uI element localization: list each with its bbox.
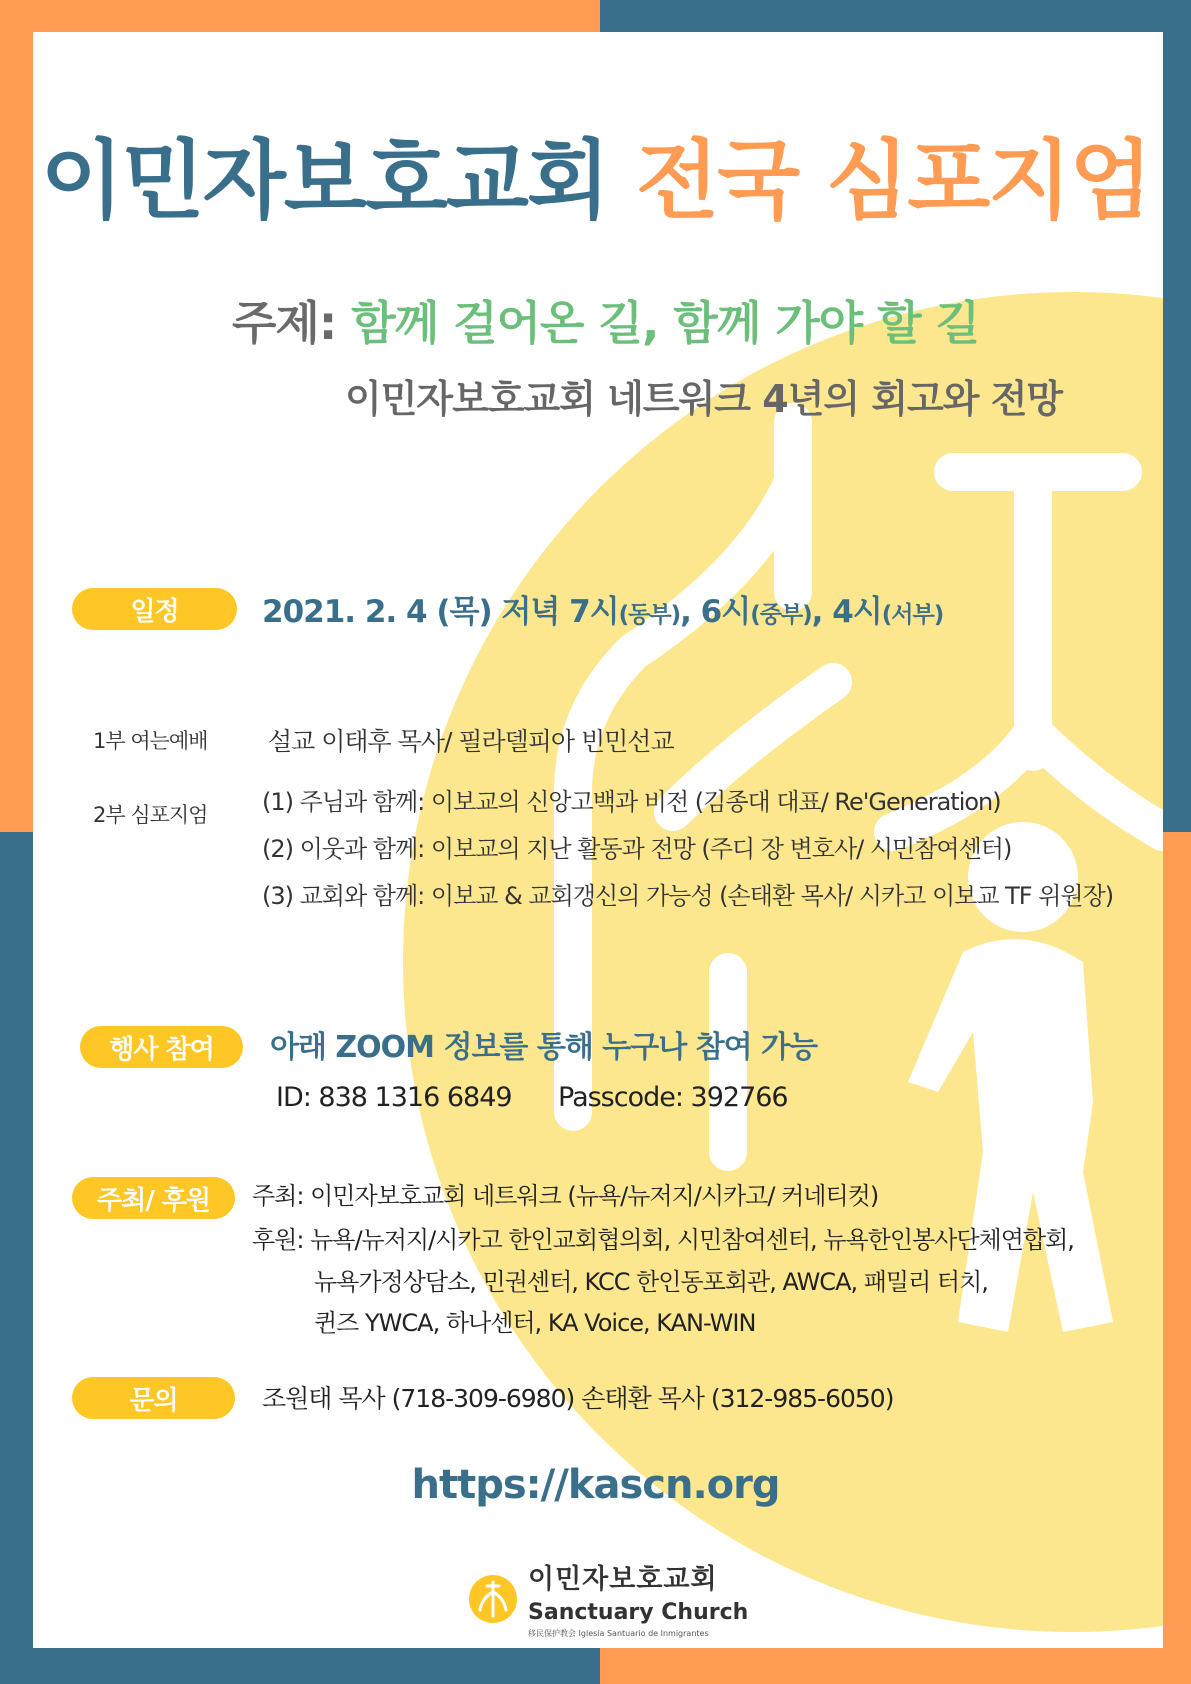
theme-label: 주제: [232, 296, 337, 350]
logo-tagline: 移民保护教会 Iglesia Santuario de Inmigrantes [528, 1629, 709, 1638]
program-part1-label: 1부 여는예배 [93, 729, 208, 753]
host-line: 주최: 이민자보호교회 네트워크 (뉴욕/뉴저지/시카고/ 커네티컷) [252, 1182, 879, 1210]
support-line-2: 뉴욕가정상담소, 민권센터, KCC 한인동포회관, AWCA, 패밀리 터치, [314, 1268, 988, 1296]
theme-line [232, 296, 980, 350]
zoom-passcode: Passcode: 392766 [558, 1082, 788, 1113]
sponsor-badge-label: 주최/ 후원 [96, 1185, 210, 1216]
title-part-1: 이민자보호교회 [40, 131, 609, 231]
schedule-datetime [262, 594, 944, 630]
title-part-2: 전국 심포지엄 [636, 131, 1151, 231]
page-title [0, 131, 1191, 231]
schedule-badge [72, 588, 237, 630]
sponsor-badge [72, 1177, 235, 1219]
website-link[interactable]: https://kascn.org [411, 1462, 780, 1508]
schedule-central: (중부) [750, 602, 812, 628]
schedule-central-time: , 6시 [680, 594, 751, 630]
participation-headline: 아래 ZOOM 정보를 통해 누구나 참여 가능 [270, 1030, 817, 1065]
schedule-badge-label: 일정 [130, 596, 179, 627]
zoom-id: ID: 838 1316 6849 [276, 1082, 512, 1113]
support-line-1: 후원: 뉴욕/뉴저지/시카고 한인교회협의회, 시민참여센터, 뉴욕한인봉사단체연합회, [252, 1226, 1074, 1254]
schedule-east: (동부) [618, 602, 681, 628]
subtitle: 이민자보호교회 네트워크 4년의 회고와 전망 [345, 377, 1063, 421]
support-line-3: 퀸즈 YWCA, 하나센터, KA Voice, KAN-WIN [314, 1309, 756, 1337]
program-part1-text: 설교 이태후 목사/ 필라델피아 빈민선교 [268, 727, 674, 756]
program-item-2: (2) 이웃과 함께: 이보교의 지난 활동과 전망 (주디 장 변호사/ 시민참여센터) [262, 835, 1012, 863]
logo-korean: 이민자보호교회 [528, 1564, 718, 1595]
sanctuary-church-logo-icon [468, 1574, 518, 1624]
logo-english: Sanctuary Church [528, 1600, 749, 1625]
participation-badge-label: 행사 참여 [109, 1034, 214, 1065]
contact-badge-label: 문의 [129, 1385, 178, 1416]
contact-badge [72, 1377, 235, 1419]
schedule-date: 2021. 2. 4 (목) 저녁 7시 [262, 594, 619, 630]
program-item-3: (3) 교회와 함께: 이보교 & 교회갱신의 가능성 (손태환 목사/ 시카고 이보교 TF 위원장) [262, 882, 1114, 910]
schedule-west: (서부) [881, 602, 944, 628]
program-part2-label: 2부 심포지엄 [93, 803, 208, 827]
theme-text: 함께 걸어온 길, 함께 가야 할 길 [351, 296, 980, 350]
program-item-1: (1) 주님과 함께: 이보교의 신앙고백과 비전 (김종대 대표/ Re'Generation) [262, 788, 1001, 816]
participation-badge [80, 1026, 243, 1068]
contact-text: 조원태 목사 (718-309-6980) 손태환 목사 (312-985-6050) [262, 1384, 894, 1413]
schedule-west-time: , 4시 [811, 594, 882, 630]
